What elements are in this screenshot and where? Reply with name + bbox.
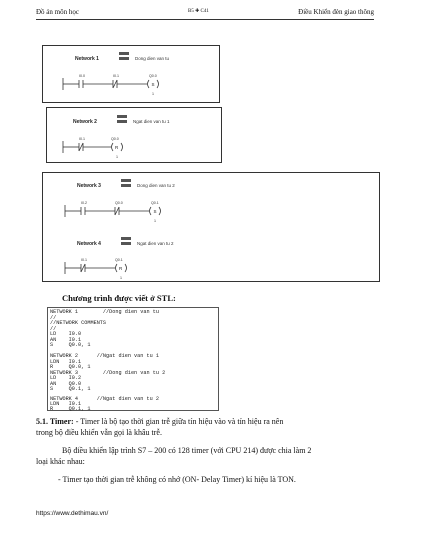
contact-label: I0.1 bbox=[81, 258, 87, 262]
contact-label: I0.1 bbox=[113, 74, 119, 78]
ladder-svg-1 bbox=[43, 46, 221, 104]
network-2-title: Network 2 bbox=[73, 119, 97, 125]
coil-count: 1 bbox=[152, 92, 154, 96]
coil-left-arc bbox=[116, 264, 118, 272]
comment-icon bbox=[121, 242, 131, 245]
network-1-title: Network 1 bbox=[75, 56, 99, 62]
contact-label: Q0.0 bbox=[115, 201, 123, 205]
stl-line: R Q0.1, 1 bbox=[50, 405, 91, 412]
comment-icon bbox=[119, 57, 129, 60]
contact-label: I0.0 bbox=[79, 74, 85, 78]
ladder-box-3 bbox=[42, 172, 380, 282]
coil-count: 1 bbox=[116, 155, 118, 159]
contact-label: I0.1 bbox=[79, 137, 85, 141]
comment-icon bbox=[117, 115, 127, 118]
coil-label: Q0.1 bbox=[151, 201, 159, 205]
stl-line: S Q0.1, 1 bbox=[50, 386, 91, 392]
page-header bbox=[36, 6, 374, 20]
header-mid: B5 ✚ C41 bbox=[188, 9, 209, 14]
stl-line: R Q0.0, 1 bbox=[50, 364, 91, 370]
network-4-comment: Ngat dien van tu 2 bbox=[137, 241, 174, 246]
ladder-box-1 bbox=[42, 45, 220, 103]
coil-left-arc bbox=[148, 80, 150, 88]
stl-line: // bbox=[50, 325, 57, 332]
coil-type: S bbox=[153, 209, 157, 214]
stl-line: S Q0.0, 1 bbox=[50, 342, 91, 348]
timer-paragraph-1 bbox=[36, 417, 380, 428]
coil-left-arc bbox=[150, 207, 152, 215]
coil-type: R bbox=[119, 266, 123, 271]
stl-heading: Chương trình được viết ở STL: bbox=[62, 293, 176, 303]
coil-count: 1 bbox=[154, 219, 156, 223]
contact-nc-slash bbox=[115, 207, 119, 215]
coil-label: Q0.0 bbox=[149, 74, 157, 78]
coil-right-arc bbox=[159, 207, 161, 215]
header-left: Đồ án môn học bbox=[36, 8, 79, 16]
stl-line: // bbox=[50, 314, 57, 321]
comment-icon bbox=[121, 179, 131, 182]
coil-type: R bbox=[115, 145, 119, 150]
coil-label: Q0.1 bbox=[115, 258, 123, 262]
contact-label: I0.2 bbox=[81, 201, 87, 205]
stl-line: AN I0.1 bbox=[50, 336, 82, 343]
coil-right-arc bbox=[157, 80, 159, 88]
timer-line-1: - Timer là bộ tạo thời gian trễ giữa tín hiệu vào và tín hiệu ra nên bbox=[73, 417, 284, 426]
coil-label: Q0.0 bbox=[111, 137, 119, 141]
coil-left-arc bbox=[112, 143, 114, 151]
ladder-svg-2 bbox=[47, 108, 223, 164]
contact-nc-slash bbox=[113, 80, 117, 88]
header-right: Điều Khiển đèn giao thông bbox=[298, 8, 374, 16]
coil-count: 1 bbox=[120, 276, 122, 280]
network-4-title: Network 4 bbox=[77, 241, 101, 247]
network-3-comment: Dong dien van tu 2 bbox=[137, 183, 175, 188]
stl-line: AN Q0.0 bbox=[50, 380, 82, 387]
coil-right-arc bbox=[121, 143, 123, 151]
network-1-comment: Dong dien van tu bbox=[135, 56, 170, 61]
timer-paragraph-2-line-1: Bộ điều khiển lập trình S7 – 200 có 128 timer (với CPU 214) được chia làm 2 bbox=[62, 446, 312, 455]
stl-line: LDN I0.1 bbox=[50, 358, 82, 365]
stl-line: NETWORK 4 //Ngat dien van tu 2 bbox=[50, 395, 159, 402]
coil-type: S bbox=[151, 82, 155, 87]
stl-line: NETWORK 1 //Dong dien van tu bbox=[50, 309, 159, 315]
stl-line: NETWORK 3 //Dong dien van tu 2 bbox=[50, 369, 166, 376]
contact-nc-slash bbox=[81, 264, 85, 272]
footer-url[interactable]: https://www.dethimau.vn/ bbox=[36, 510, 109, 517]
stl-line: LDN I0.1 bbox=[50, 400, 82, 407]
ladder-svg-3 bbox=[43, 173, 381, 283]
contact-nc-slash bbox=[79, 143, 83, 151]
stl-line: LD I0.0 bbox=[50, 331, 82, 337]
network-2-comment: Ngat dien van tu 1 bbox=[133, 119, 170, 124]
stl-line: NETWORK 2 //Ngat dien van tu 1 bbox=[50, 353, 159, 359]
coil-right-arc bbox=[125, 264, 127, 272]
timer-line-2: trong bộ điều khiển vẫn gọi là khâu trễ. bbox=[36, 428, 162, 437]
comment-icon bbox=[121, 184, 131, 187]
timer-section-number: 5.1. Timer: bbox=[36, 417, 74, 426]
timer-paragraph-2-line-2: loại khác nhau: bbox=[36, 457, 85, 466]
comment-icon bbox=[121, 237, 131, 240]
comment-icon bbox=[119, 52, 129, 55]
stl-line: LD I0.2 bbox=[50, 375, 82, 381]
stl-line: //NETWORK COMMENTS bbox=[50, 320, 107, 326]
ladder-box-2 bbox=[46, 107, 222, 163]
stl-code-box bbox=[47, 307, 219, 411]
network-3-title: Network 3 bbox=[77, 183, 101, 189]
timer-bullet-1: - Timer tạo thời gian trễ không có nhớ (ON- Delay Timer) kí hiệu là TON. bbox=[58, 475, 296, 484]
comment-icon bbox=[117, 120, 127, 123]
